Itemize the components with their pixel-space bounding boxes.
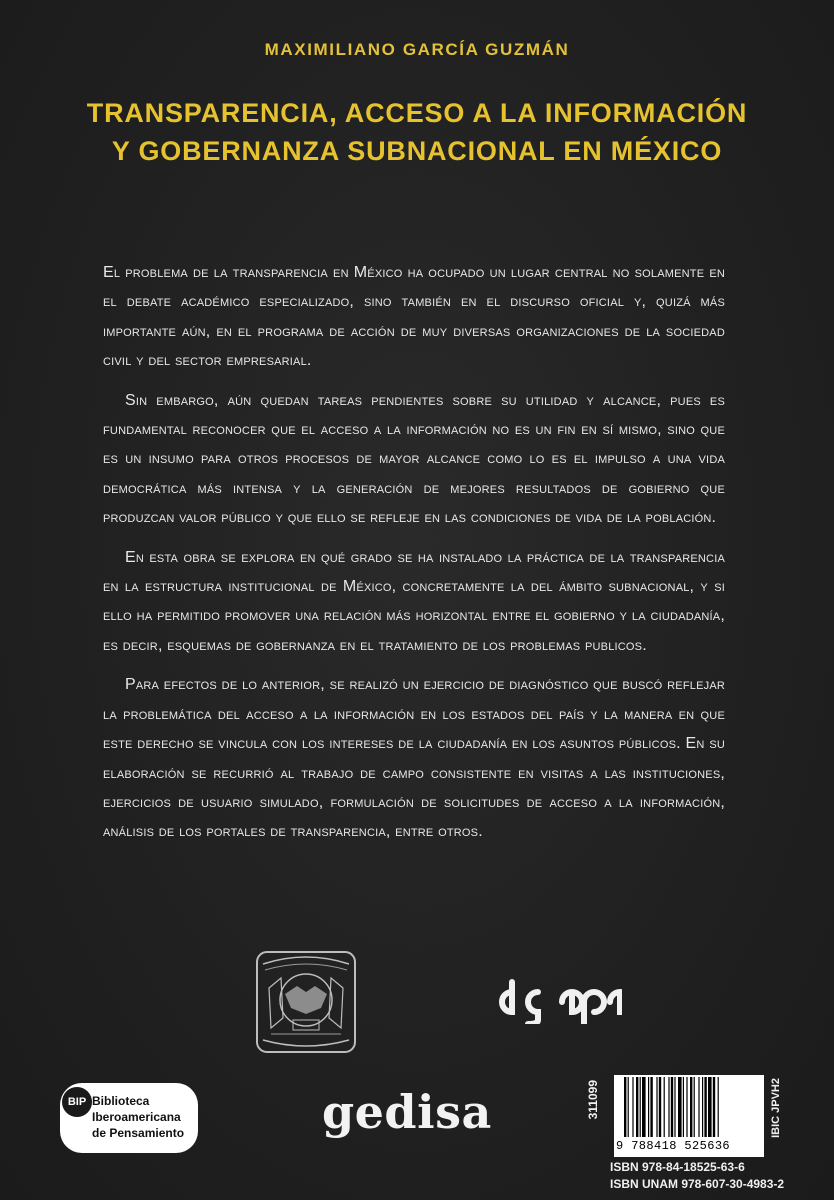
synopsis-paragraph-4: Para efectos de lo anterior, se realizó un ejercicio de diagnóstico que buscó reflejar la problemática del acceso a la información en los estados del país y la manera en que este derecho se vincula con los intereses de la ciudadanía en los asuntos públicos. En su elaboración se recurrió al trabajo de campo consistente en visitas a las instituciones, ejercicios de usuario simulado, formulación de solicitudes de acceso a la información, análisis de los portales de transparencia, entre otros. — [103, 676, 725, 841]
bip-line-1: Biblioteca — [92, 1094, 150, 1108]
side-code: 311099 — [586, 1080, 600, 1120]
synopsis-paragraph-3: En esta obra se explora en qué grado se ha instalado la práctica de la transparencia en la estructura institucional de México, concretamente la del ámbito subnacional, y si ello ha permitido promover una relación más horizontal entre el gobierno y la ciudadanía, es decir, esquemas de gobernanza en el tratamiento de los problemas publicos. — [103, 548, 725, 654]
barcode-digits: 9 788418 525636 — [616, 1139, 731, 1153]
unam-seal-icon — [255, 948, 357, 1058]
publisher-logo: gedisa — [322, 1085, 492, 1139]
bip-line-3: de Pensamiento — [92, 1126, 185, 1140]
author-name: MAXIMILIANO GARCÍA GUZMÁN — [264, 40, 570, 59]
bic-code: IBIC JPVH2 — [770, 1078, 782, 1138]
isbn: ISBN 978-84-18525-63-6 — [610, 1160, 745, 1174]
dgapa-logo — [492, 978, 622, 1024]
isbn-unam: ISBN UNAM 978-607-30-4983-2 — [610, 1177, 785, 1191]
title-line-1: TRANSPARENCIA, ACCESO A LA INFORMACIÓN — [86, 98, 748, 128]
bip-icon: BIP — [62, 1087, 92, 1117]
bip-badge — [60, 1083, 198, 1153]
bip-label — [92, 1093, 196, 1141]
book-title — [0, 94, 834, 170]
barcode-bars-icon — [622, 1077, 756, 1139]
synopsis-paragraph-2: Sin embargo, aún quedan tareas pendientes sobre su utilidad y alcance, pues es fundamental reconocer que el acceso a la información no es un fin en sí mismo, sino que es un insumo para otros procesos de mayor alcance como lo es el impulso a una vida democrática más intensa y la generación de mejores resultados de gobierno que produzcan valor público y que ello se refleje en las condiciones de vida de la población. — [103, 391, 725, 527]
synopsis-paragraph-1: El problema de la transparencia en México ha ocupado un lugar central no solamente en el debate académico especializado, sino también en el discurso oficial y, quizá más importante aún, en el programa de acción de muy diversas organizaciones de la sociedad civil y del sector empresarial. — [103, 264, 725, 370]
bip-line-2: Iberoamericana — [92, 1110, 181, 1124]
synopsis — [103, 258, 725, 857]
title-line-2: Y GOBERNANZA SUBNACIONAL EN MÉXICO — [111, 136, 723, 166]
barcode — [614, 1075, 764, 1157]
